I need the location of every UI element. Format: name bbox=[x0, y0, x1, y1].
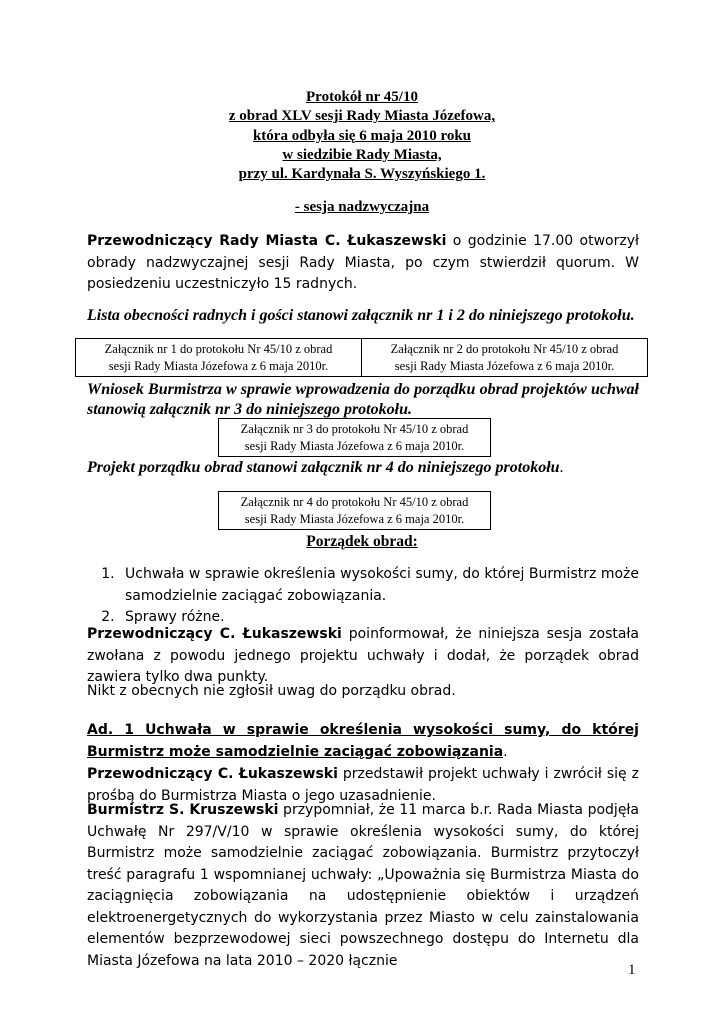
ad1-heading-text: Ad. 1 Uchwała w sprawie określenia wysokości sumy, do której Burmistrz może samodzielnie zaciągać zobowiązania bbox=[87, 722, 639, 760]
opening-paragraph bbox=[87, 231, 639, 296]
ad1-p2-text: przypomniał, że 11 marca b.r. Rada Miasta podjęła Uchwałę Nr 297/V/10 w sprawie określenia wysokości sumy, do której Burmistrz może samodzielnie zaciągać zobowiązania. Burmistrz przytoczył treść paragrafu 1 wspomnianej uchwały: „Upoważnia się Burmistrza Miasta do zaciągnięcia zobowiązania na udostępnienie obiektów i urządzeń elektroenergetycznych do wykorzystania przez Miasto w celu zainstalowania elementów bezprzewodowej sieci powszechnego dostępu do Internetu dla Miasta Józefowa na lata 2010 – 2020 łącznie bbox=[87, 802, 639, 969]
attachment-2-line1: Załącznik nr 2 do protokołu Nr 45/10 z obrad bbox=[390, 342, 619, 356]
page-number: 1 bbox=[628, 962, 636, 978]
attachment-4-line1: Załącznik nr 4 do protokołu Nr 45/10 z obrad bbox=[240, 495, 469, 509]
chair-info-text: poinformował, że niniejsza sesja została zwołana z powodu jednego projektu uchwały i dodał, że porządek obrad zawiera tylko dwa punkty. bbox=[87, 626, 639, 685]
no-remarks-note: Nikt z obecnych nie zgłosił uwag do porządku obrad. bbox=[87, 683, 456, 699]
agenda-title: Porządek obrad: bbox=[306, 533, 418, 550]
opening-text: o godzinie 17.00 otworzył obrady nadzwyczajnej sesji Rady Miasta, po czym stwierdził quorum. W posiedzeniu uczestniczyło 15 radnych. bbox=[87, 233, 639, 292]
session-type: - sesja nadzwyczajna bbox=[294, 199, 430, 215]
attachment-1-line1: Załącznik nr 1 do protokołu Nr 45/10 z obrad bbox=[104, 342, 333, 356]
attachment-1-line2: sesji Rady Miasta Józefowa z 6 maja 2010r. bbox=[108, 359, 329, 373]
ad1-heading bbox=[87, 720, 639, 763]
header-line-place: w siedzibie Rady Miasta, bbox=[282, 146, 442, 163]
ad1-heading-dot: . bbox=[503, 743, 508, 760]
attachment-3-line2: sesji Rady Miasta Józefowa z 6 maja 2010r. bbox=[244, 439, 465, 453]
ad1-p2-speaker: Burmistrz S. Kruszewski bbox=[87, 802, 279, 818]
header-line-address: przy ul. Kardynała S. Wyszyńskiego 1. bbox=[238, 166, 486, 183]
header-line-session: z obrad XLV sesji Rady Miasta Józefowa, bbox=[228, 108, 496, 125]
protocol-title: Protokół nr 45/10 bbox=[306, 89, 418, 105]
attachment-box-1 bbox=[75, 338, 362, 377]
attachment-box-3 bbox=[218, 418, 491, 457]
agenda-item-2: 2. Sprawy różne. bbox=[119, 607, 639, 629]
motion-note: Wniosek Burmistrza w sprawie wprowadzenia do porządku obrad projektów uchwał stanowią załącznik nr 3 do niniejszego protokołu. bbox=[87, 381, 639, 418]
chair-info-paragraph bbox=[87, 624, 639, 689]
document-header bbox=[0, 88, 724, 184]
agenda-note-dot: . bbox=[559, 459, 564, 476]
attachment-4-line2: sesji Rady Miasta Józefowa z 6 maja 2010r. bbox=[244, 512, 465, 526]
agenda-item-1: 1. Uchwała w sprawie określenia wysokości sumy, do której Burmistrz może samodzielnie zaciągać zobowiązania. bbox=[119, 564, 639, 607]
agenda-note bbox=[87, 458, 639, 478]
agenda-note-text: Projekt porządku obrad stanowi załącznik nr 4 do niniejszego protokołu bbox=[87, 459, 560, 476]
ad1-paragraph-2 bbox=[87, 800, 639, 972]
attachment-3-line1: Załącznik nr 3 do protokołu Nr 45/10 z obrad bbox=[240, 422, 469, 436]
attachment-2-line2: sesji Rady Miasta Józefowa z 6 maja 2010r. bbox=[394, 359, 615, 373]
opening-speaker: Przewodniczący Rady Miasta C. Łukaszewski bbox=[87, 233, 447, 249]
attendance-note: Lista obecności radnych i gości stanowi załącznik nr 1 i 2 do niniejszego protokołu. bbox=[87, 307, 635, 324]
attachment-box-4 bbox=[218, 491, 491, 530]
chair-info-speaker: Przewodniczący C. Łukaszewski bbox=[87, 626, 342, 642]
header-line-date: która odbyła się 6 maja 2010 roku bbox=[252, 127, 472, 144]
ad1-p1-text: przedstawił projekt uchwały i zwrócił się z prośbą do Burmistrza Miasta o jego uzasadnienie. bbox=[87, 766, 639, 804]
ad1-p1-speaker: Przewodniczący C. Łukaszewski bbox=[87, 766, 338, 782]
agenda-list bbox=[87, 564, 639, 629]
attachment-box-2 bbox=[361, 338, 648, 377]
